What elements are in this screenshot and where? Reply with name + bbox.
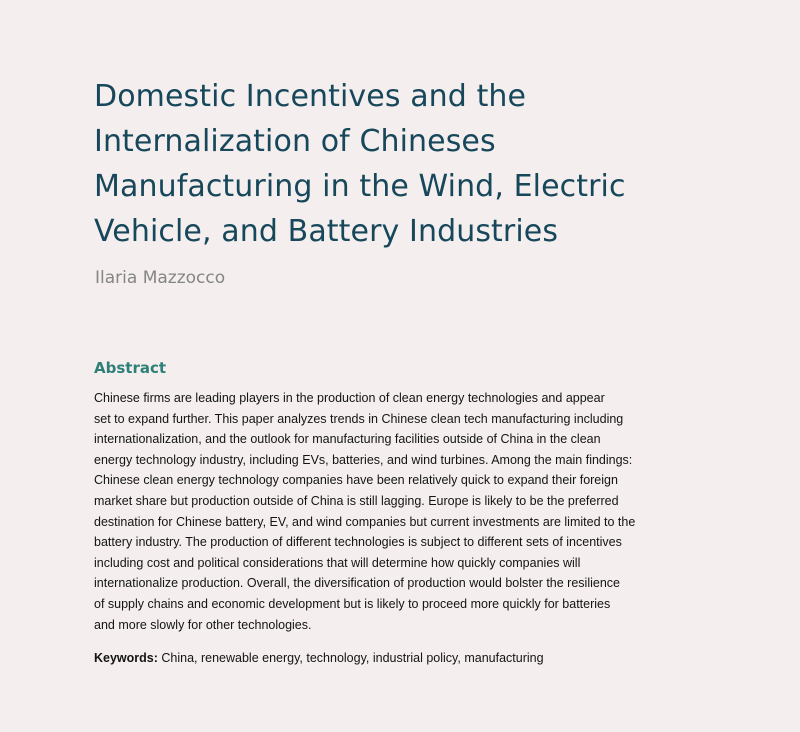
abstract-body — [94, 388, 694, 635]
title-line: Internalization of Chineses — [94, 124, 496, 159]
abstract-line: battery industry. The production of different technologies is subject to different sets of incentives — [94, 535, 622, 550]
abstract-line: internationalize production. Overall, the diversification of production would bolster the resilience — [94, 576, 620, 591]
keywords — [94, 651, 544, 665]
keywords-label: Keywords: — [94, 651, 158, 665]
abstract-line: including cost and political considerations that will determine how quickly companies will — [94, 555, 581, 570]
paper-title — [94, 74, 714, 254]
keywords-text: China, renewable energy, technology, industrial policy, manufacturing — [157, 651, 544, 665]
abstract-line: destination for Chinese battery, EV, and wind companies but current investments are limited to the — [94, 514, 636, 529]
title-line: Vehicle, and Battery Industries — [94, 214, 559, 249]
abstract-line: and more slowly for other technologies. — [94, 617, 312, 632]
abstract-line: Chinese clean energy technology companies have been relatively quick to expand their foreign — [94, 473, 618, 488]
abstract-line: market share but production outside of China is still lagging. Europe is likely to be the preferred — [94, 493, 619, 508]
author-name: Ilaria Mazzocco — [95, 268, 226, 288]
abstract-heading: Abstract — [94, 359, 167, 377]
abstract-line: energy technology industry, including EVs, batteries, and wind turbines. Among the main findings: — [94, 452, 633, 467]
title-line: Domestic Incentives and the — [94, 79, 527, 114]
abstract-line: of supply chains and economic development but is likely to proceed more quickly for batteries — [94, 596, 611, 611]
abstract-line: set to expand further. This paper analyzes trends in Chinese clean tech manufacturing including — [94, 411, 624, 426]
abstract-line: Chinese firms are leading players in the production of clean energy technologies and appear — [94, 391, 605, 405]
abstract-line: internationalization, and the outlook for manufacturing facilities outside of China in the clean — [94, 432, 601, 447]
title-line: Manufacturing in the Wind, Electric — [94, 169, 626, 204]
